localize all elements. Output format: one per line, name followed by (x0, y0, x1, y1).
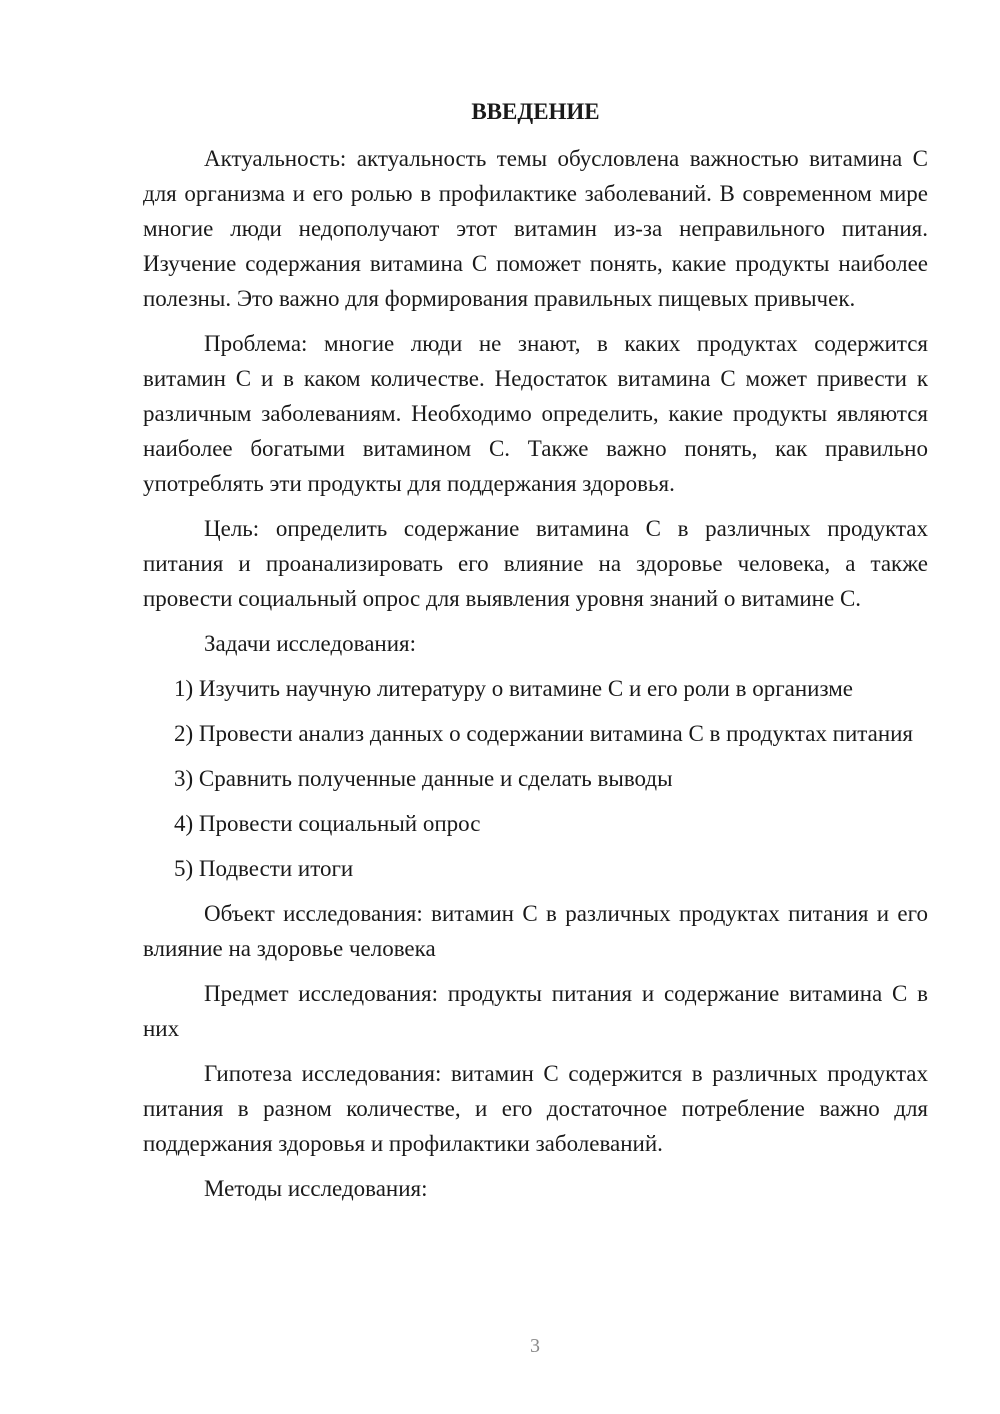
page-number: 3 (530, 1335, 540, 1357)
paragraph-methods: Методы исследования: (204, 1176, 428, 1201)
page-content (143, 94, 928, 1216)
task-item-1: 1) Изучить научную литературу о витамине С и его роли в организме (174, 676, 853, 701)
task-item-5: 5) Подвести итоги (174, 856, 354, 881)
paragraph-goal: Цель: определить содержание витамина С в различных продуктах питания и проанализировать его влияние на здоровье человека, а также провести социальный опрос для выявления уровня знаний о витамине С. (143, 516, 928, 611)
task-item-2: 2) Провести анализ данных о содержании витамина С в продуктах питания (174, 721, 914, 746)
paragraph-relevance: Актуальность: актуальность темы обусловлена важностью витамина С для организма и его ролью в профилактике заболеваний. В современном мире многие люди недополучают этот витамин из-за неправильного питания. Изучение содержания витамина С поможет понять, какие продукты наиболее полезны. Это важно для формирования правильных пищевых привычек. (143, 146, 928, 311)
section-title: ВВЕДЕНИЕ (471, 99, 600, 124)
paragraph-tasks-heading: Задачи исследования: (204, 631, 417, 656)
paragraph-object: Объект исследования: витамин С в различных продуктах питания и его влияние на здоровье человека (143, 901, 928, 961)
paragraph-problem: Проблема: многие люди не знают, в каких продуктах содержится витамин С и в каком количестве. Недостаток витамина С может привести к различным заболеваниям. Необходимо определить, какие продукты являются наиболее богатыми витамином С. Также важно понять, как правильно употреблять эти продукты для поддержания здоровья. (143, 331, 928, 496)
paragraph-hypothesis: Гипотеза исследования: витамин С содержится в различных продуктах питания в разном количестве, и его достаточное потребление важно для поддержания здоровья и профилактики заболеваний. (143, 1061, 928, 1156)
paragraph-subject: Предмет исследования: продукты питания и содержание витамина С в них (143, 981, 928, 1041)
task-item-4: 4) Провести социальный опрос (174, 811, 481, 836)
task-item-3: 3) Сравнить полученные данные и сделать выводы (174, 766, 673, 791)
